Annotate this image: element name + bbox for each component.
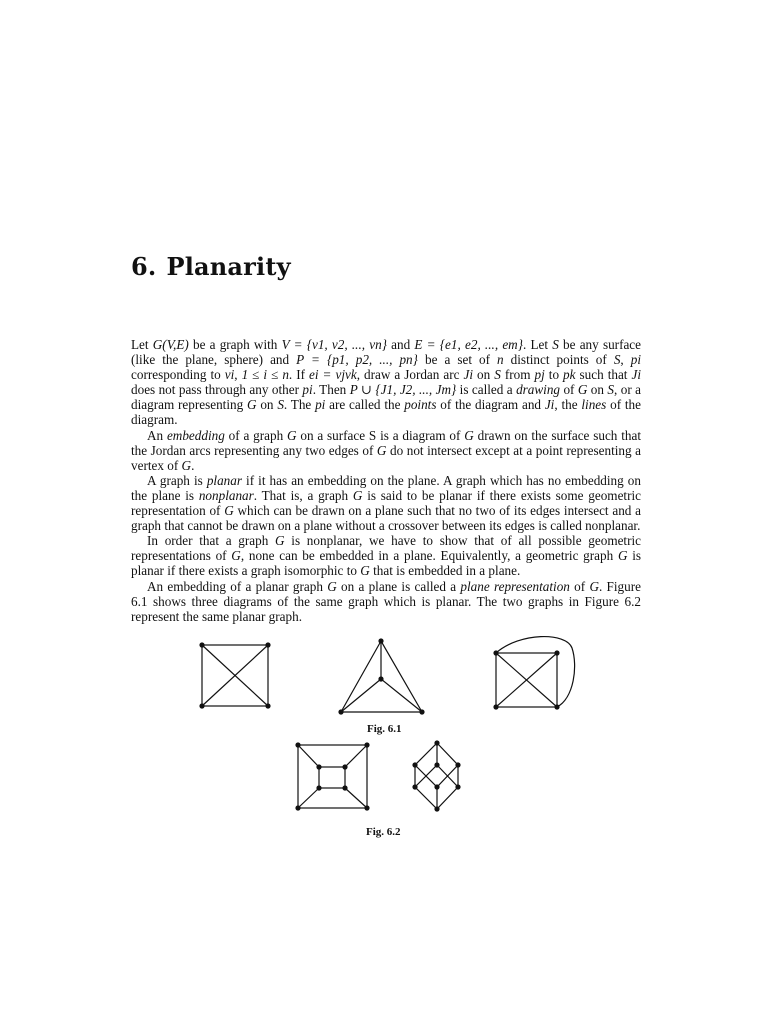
vertex-dot bbox=[554, 650, 559, 655]
vertex-dot bbox=[316, 785, 321, 790]
vertex-dot bbox=[412, 762, 417, 767]
vertex-dot bbox=[434, 784, 439, 789]
vertex-dot bbox=[434, 806, 439, 811]
vertex-dot bbox=[364, 805, 369, 810]
vertex-dot bbox=[265, 703, 270, 708]
vertex-dot bbox=[412, 784, 417, 789]
fig-6-2-graph-nested-squares bbox=[298, 745, 367, 808]
vertex-dot bbox=[493, 704, 498, 709]
vertex-dot bbox=[378, 676, 383, 681]
paragraph-embedding-definition: An embedding of a graph G on a surface S is a diagram of G drawn on the surface such that the Jordan arcs representing any two edges of G do not intersect except at a point representing a vertex of G. bbox=[131, 427, 641, 473]
vertex-dot bbox=[316, 764, 321, 769]
chapter-title: Planarity bbox=[166, 252, 291, 281]
vertex-dot bbox=[295, 805, 300, 810]
vertex-dot bbox=[199, 642, 204, 647]
vertex-dot bbox=[265, 642, 270, 647]
paragraph-planar-definition: A graph is planar if it has an embedding on the plane. A graph which has no embedding on the plane is nonplanar. That is, a graph G is said to be planar if there exists some geometric representation of G which can be drawn on a plane such that no two of its edges intersect and a graph that cannot be drawn on a plane without a crossover between its edges is called nonplanar. bbox=[131, 472, 641, 534]
vertex-dot bbox=[295, 742, 300, 747]
figure-6-1-caption: Fig. 6.1 bbox=[367, 723, 402, 735]
paragraph-drawing-definition: Let G(V,E) be a graph with V = {v1, v2, ..., vn} and E = {e1, e2, ..., em}. Let S be any surface (like the plane, sphere) and P = {p1, p2, ..., pn} be a set of n distinct points of S, pi corresponding to vi, 1 ≤ i ≤ n. If ei = vjvk, draw a Jordan arc Ji on S from pj to pk such that Ji does not pass through any other pi. Then P ∪ {J1, J2, ..., Jm} is called a drawing of G on S, or a diagram representing G on S. The pi are called the points of the diagram and Ji, the lines of the diagram. bbox=[131, 337, 642, 428]
fig-6-2-graph-cube-drawing bbox=[415, 743, 458, 809]
vertex-dot bbox=[342, 764, 347, 769]
vertex-dot bbox=[199, 703, 204, 708]
fig-6-1-graph-square-curve bbox=[496, 637, 575, 707]
vertex-dot bbox=[493, 650, 498, 655]
paragraph-nonplanar: In order that a graph G is nonplanar, we have to show that of all possible geometric representations of G, none can be embedded in a plane. Equivalently, a geometric graph G is planar if there exists a graph isomorphic to G that is embedded in a plane. bbox=[131, 533, 642, 579]
vertex-dot bbox=[419, 709, 424, 714]
vertex-dot bbox=[364, 742, 369, 747]
vertex-dot bbox=[338, 709, 343, 714]
chapter-number: 6. bbox=[131, 252, 157, 281]
fig-6-1-graph-square-diagonals bbox=[202, 645, 268, 706]
vertex-dot bbox=[378, 638, 383, 643]
vertex-dot bbox=[434, 740, 439, 745]
vertex-dot bbox=[455, 762, 460, 767]
vertex-dot bbox=[554, 704, 559, 709]
vertex-dot bbox=[455, 784, 460, 789]
figure-6-2-caption: Fig. 6.2 bbox=[366, 826, 401, 838]
vertex-dot bbox=[434, 762, 439, 767]
paragraph-plane-representation: An embedding of a planar graph G on a plane is called a plane representation of G. Figure 6.1 shows three diagrams of the same graph which is planar. The two graphs in Figure 6.2 represent the same planar graph. bbox=[131, 578, 641, 624]
vertex-dot bbox=[342, 785, 347, 790]
